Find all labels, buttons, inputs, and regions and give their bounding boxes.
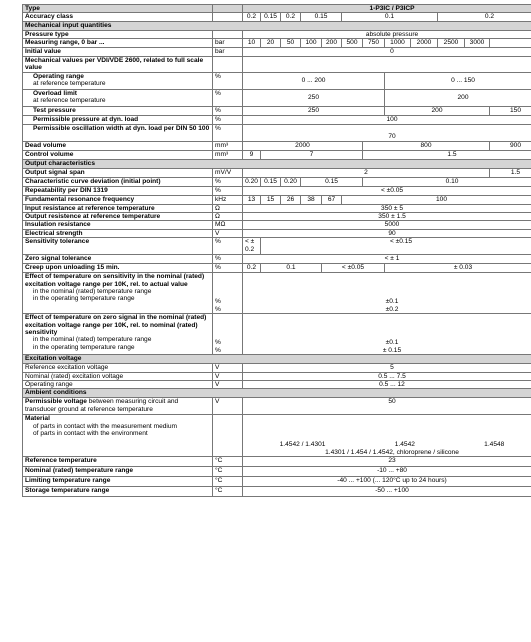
unit: V — [213, 364, 243, 372]
curve-deviation-label: Characteristic curve deviation (initial point) — [23, 177, 213, 186]
resonance-value: 67 — [322, 195, 342, 204]
signal-span-value-2: 1.5 — [490, 168, 531, 177]
material-medium-label: of parts in contact with the measurement medium — [33, 422, 178, 430]
unit: kHz — [213, 195, 243, 204]
curve-deviation-value: 0.10 — [363, 177, 531, 186]
unit: % — [213, 124, 243, 141]
resonance-value: 38 — [301, 195, 322, 204]
insulation-value: 5000 — [243, 221, 531, 229]
unit: Ω — [213, 204, 243, 212]
unit: mV/V — [213, 168, 243, 177]
storage-temp-label: Storage temperature range — [23, 487, 213, 497]
unit: % — [213, 115, 243, 124]
control-volume-label: Control volume — [23, 150, 213, 159]
accuracy-value: 0.15 — [301, 13, 342, 21]
reference-temp-label: Reference temperature — [23, 457, 213, 467]
spec-table — [22, 4, 531, 497]
permissible-voltage-value: 50 — [243, 398, 531, 415]
unit: % — [215, 305, 221, 313]
resonance-value: 15 — [261, 195, 281, 204]
temp-zero-nominal: in the nominal (rated) temperature range — [33, 336, 152, 344]
curve-deviation-value: 0.15 — [261, 177, 281, 186]
temp-sensitivity-operating-value: ±0.2 — [385, 305, 399, 313]
unit: % — [213, 264, 243, 273]
section-excitation: Excitation voltage — [23, 355, 531, 364]
initial-value-label: Initial value — [23, 48, 213, 56]
unit: % — [213, 238, 243, 255]
unit: % — [213, 186, 243, 195]
sensitivity-tolerance-value-1: < ± 0.2 — [243, 238, 261, 255]
unit: mm³ — [213, 150, 243, 159]
unit: % — [213, 255, 243, 264]
type-value: 1-P3IC / P3ICP — [243, 5, 531, 13]
permissible-oscillation-label: Permissible oscillation width at dyn. load per DIN 50 100 — [23, 124, 213, 141]
resonance-value: 13 — [243, 195, 261, 204]
test-pressure-value-1: 250 — [243, 106, 385, 115]
permissible-voltage-label: between measuring circuit and transducer ground at reference temperature — [25, 398, 179, 413]
mech-values-label: Mechanical values per VDI/VDE 2600, related to full scale value — [23, 56, 213, 72]
temp-sensitivity-label: Effect of temperature on sensitivity in the nominal (rated) excitation voltage range per 10K, rel. to actual value — [25, 273, 205, 288]
test-pressure-label: Test pressure — [23, 106, 213, 115]
range-value: 1000 — [385, 39, 411, 48]
creep-value: ± 0.03 — [385, 264, 531, 273]
temp-zero-nominal-value: ±0.1 — [385, 339, 399, 347]
resonance-value: 100 — [342, 195, 531, 204]
nominal-excitation-label: Nominal (rated) excitation voltage — [23, 372, 213, 380]
permissible-pressure-label: Permissible pressure at dyn. load — [23, 115, 213, 124]
range-value: 750 — [363, 39, 385, 48]
temp-sensitivity-nominal-value: ±0.1 — [385, 298, 399, 306]
insulation-label: Insulation resistance — [23, 221, 213, 229]
creep-value: 0.2 — [243, 264, 261, 273]
dead-volume-label: Dead volume — [23, 141, 213, 150]
pressure-type-value: absolute pressure — [243, 30, 531, 38]
reference-temp-value: 23 — [243, 457, 531, 467]
overload-limit-sub: at reference temperature — [33, 97, 106, 105]
resonance-value: 26 — [281, 195, 301, 204]
operating-range-value-2: 0 ... 150 — [385, 72, 531, 89]
temp-zero-operating-value: ± 0.15 — [382, 346, 402, 354]
material-environment-label: of parts in contact with the environment — [33, 430, 148, 438]
range-value: 2500 — [438, 39, 465, 48]
curve-deviation-value: 0.15 — [301, 177, 363, 186]
accuracy-value: 0.2 — [243, 13, 261, 21]
operating-range-label: Operating range — [33, 72, 84, 80]
creep-value: 0.1 — [261, 264, 322, 273]
unit: % — [215, 339, 221, 347]
sensitivity-tolerance-value-2: < ±0.15 — [261, 238, 531, 255]
output-resistance-value: 350 ± 1.5 — [243, 213, 531, 221]
unit: bar — [213, 39, 243, 48]
material-label: Material — [25, 415, 50, 423]
control-volume-value-2: 7 — [261, 150, 363, 159]
material-environment-value: 1.4301 / 1.454 / 1.4542, chloroprene / silicone — [325, 449, 459, 457]
signal-span-label: Output signal span — [23, 168, 213, 177]
overload-limit-value-2: 200 — [385, 89, 531, 106]
control-volume-value-1: 9 — [243, 150, 261, 159]
limiting-temp-value: -40 ... +100 (... 120°C up to 24 hours) — [243, 477, 531, 487]
repeatability-label: Repeatability per DIN 1319 — [23, 186, 213, 195]
temp-zero-operating: in the operating temperature range — [33, 343, 135, 351]
unit: °C — [213, 487, 243, 497]
unit: MΩ — [213, 221, 243, 229]
unit: V — [213, 229, 243, 237]
sensitivity-tolerance-label: Sensitivity tolerance — [23, 238, 213, 255]
nominal-temp-label: Nominal (rated) temperature range — [23, 467, 213, 477]
unit: °C — [213, 457, 243, 467]
dead-volume-value-2: 800 — [363, 141, 490, 150]
measuring-range-label: Measuring range, 0 bar ... — [23, 39, 213, 48]
unit: % — [213, 177, 243, 186]
curve-deviation-value: 0.20 — [243, 177, 261, 186]
permissible-oscillation-value: 70 — [243, 124, 531, 141]
signal-span-value-1: 2 — [243, 168, 490, 177]
unit: bar — [213, 48, 243, 56]
nominal-temp-value: -10 ... +80 — [243, 467, 531, 477]
section-mechanical: Mechanical input quantities — [23, 21, 531, 30]
section-output: Output characteristics — [23, 159, 531, 168]
accuracy-label: Accuracy class — [23, 13, 213, 21]
operating-range-sub: at reference temperature — [33, 80, 106, 88]
accuracy-value: 0.15 — [261, 13, 281, 21]
range-value: 100 — [301, 39, 322, 48]
accuracy-value: 0.2 — [281, 13, 301, 21]
test-pressure-value-3: 150 — [490, 106, 531, 115]
electrical-strength-label: Electrical strength — [23, 229, 213, 237]
unit: Ω — [213, 213, 243, 221]
range-value: 50 — [281, 39, 301, 48]
zero-tolerance-label: Zero signal tolerance — [23, 255, 213, 264]
unit: mm³ — [213, 141, 243, 150]
initial-value: 0 — [243, 48, 531, 56]
unit: % — [215, 298, 221, 306]
test-pressure-value-2: 200 — [385, 106, 490, 115]
unit: °C — [213, 467, 243, 477]
temp-sensitivity-nominal: in the nominal (rated) temperature range — [33, 288, 152, 296]
dead-volume-value-1: 2000 — [243, 141, 363, 150]
pressure-type-label: Pressure type — [23, 30, 213, 38]
accuracy-value: 0.2 — [438, 13, 531, 21]
permissible-voltage-label-bold: Permissible voltage — [25, 398, 87, 406]
unit: °C — [213, 477, 243, 487]
range-value: 3000 — [465, 39, 490, 48]
range-value: 10 — [243, 39, 261, 48]
type-label: Type — [23, 5, 213, 13]
unit: V — [213, 372, 243, 380]
temp-zero-label: Effect of temperature on zero signal in the nominal (rated) excitation voltage range per 10K, rel. to nominal (rated) sensitivity — [25, 314, 207, 337]
unit: % — [213, 106, 243, 115]
operating-excitation-label: Operating range — [23, 381, 213, 389]
limiting-temp-label: Limiting temperature range — [23, 477, 213, 487]
range-value: 20 — [261, 39, 281, 48]
material-medium-3: 1.4548 — [484, 440, 505, 448]
overload-limit-label: Overload limit — [33, 89, 77, 97]
range-value: 200 — [322, 39, 342, 48]
overload-limit-value-1: 250 — [243, 89, 385, 106]
unit: % — [213, 89, 243, 106]
unit: V — [213, 398, 243, 415]
creep-value: < ±0.05 — [322, 264, 385, 273]
operating-range-value-1: 0 ... 200 — [243, 72, 385, 89]
range-value: 2000 — [411, 39, 438, 48]
unit: V — [213, 381, 243, 389]
unit: % — [215, 346, 221, 354]
nominal-excitation-value: 0.5 ... 7.5 — [243, 372, 531, 380]
input-resistance-label: Input resistance at reference temperature — [23, 204, 213, 212]
input-resistance-value: 350 ± 5 — [243, 204, 531, 212]
output-resistance-label: Output resistence at reference temperature — [23, 213, 213, 221]
repeatability-value: < ±0.05 — [243, 186, 531, 195]
accuracy-value: 0.1 — [342, 13, 438, 21]
unit: % — [213, 72, 243, 89]
reference-excitation-label: Reference excitation voltage — [23, 364, 213, 372]
range-value: 500 — [342, 39, 363, 48]
material-medium-1: 1.4542 / 1.4301 — [279, 440, 326, 448]
zero-tolerance-value: < ± 1 — [243, 255, 531, 264]
dead-volume-value-3: 900 — [490, 141, 531, 150]
electrical-strength-value: 90 — [243, 229, 531, 237]
curve-deviation-value: 0.20 — [281, 177, 301, 186]
storage-temp-value: -50 ... +100 — [243, 487, 531, 497]
operating-excitation-value: 0.5 ... 12 — [243, 381, 531, 389]
creep-label: Creep upon unloading 15 min. — [23, 264, 213, 273]
control-volume-value-3: 1.5 — [363, 150, 531, 159]
reference-excitation-value: 5 — [243, 364, 531, 372]
temp-sensitivity-operating: in the operating temperature range — [33, 295, 135, 303]
section-ambient: Ambient conditions — [23, 389, 531, 398]
material-medium-2: 1.4542 — [394, 440, 415, 448]
permissible-pressure-value: 100 — [243, 115, 531, 124]
resonance-label: Fundamental resonance frequency — [23, 195, 213, 204]
